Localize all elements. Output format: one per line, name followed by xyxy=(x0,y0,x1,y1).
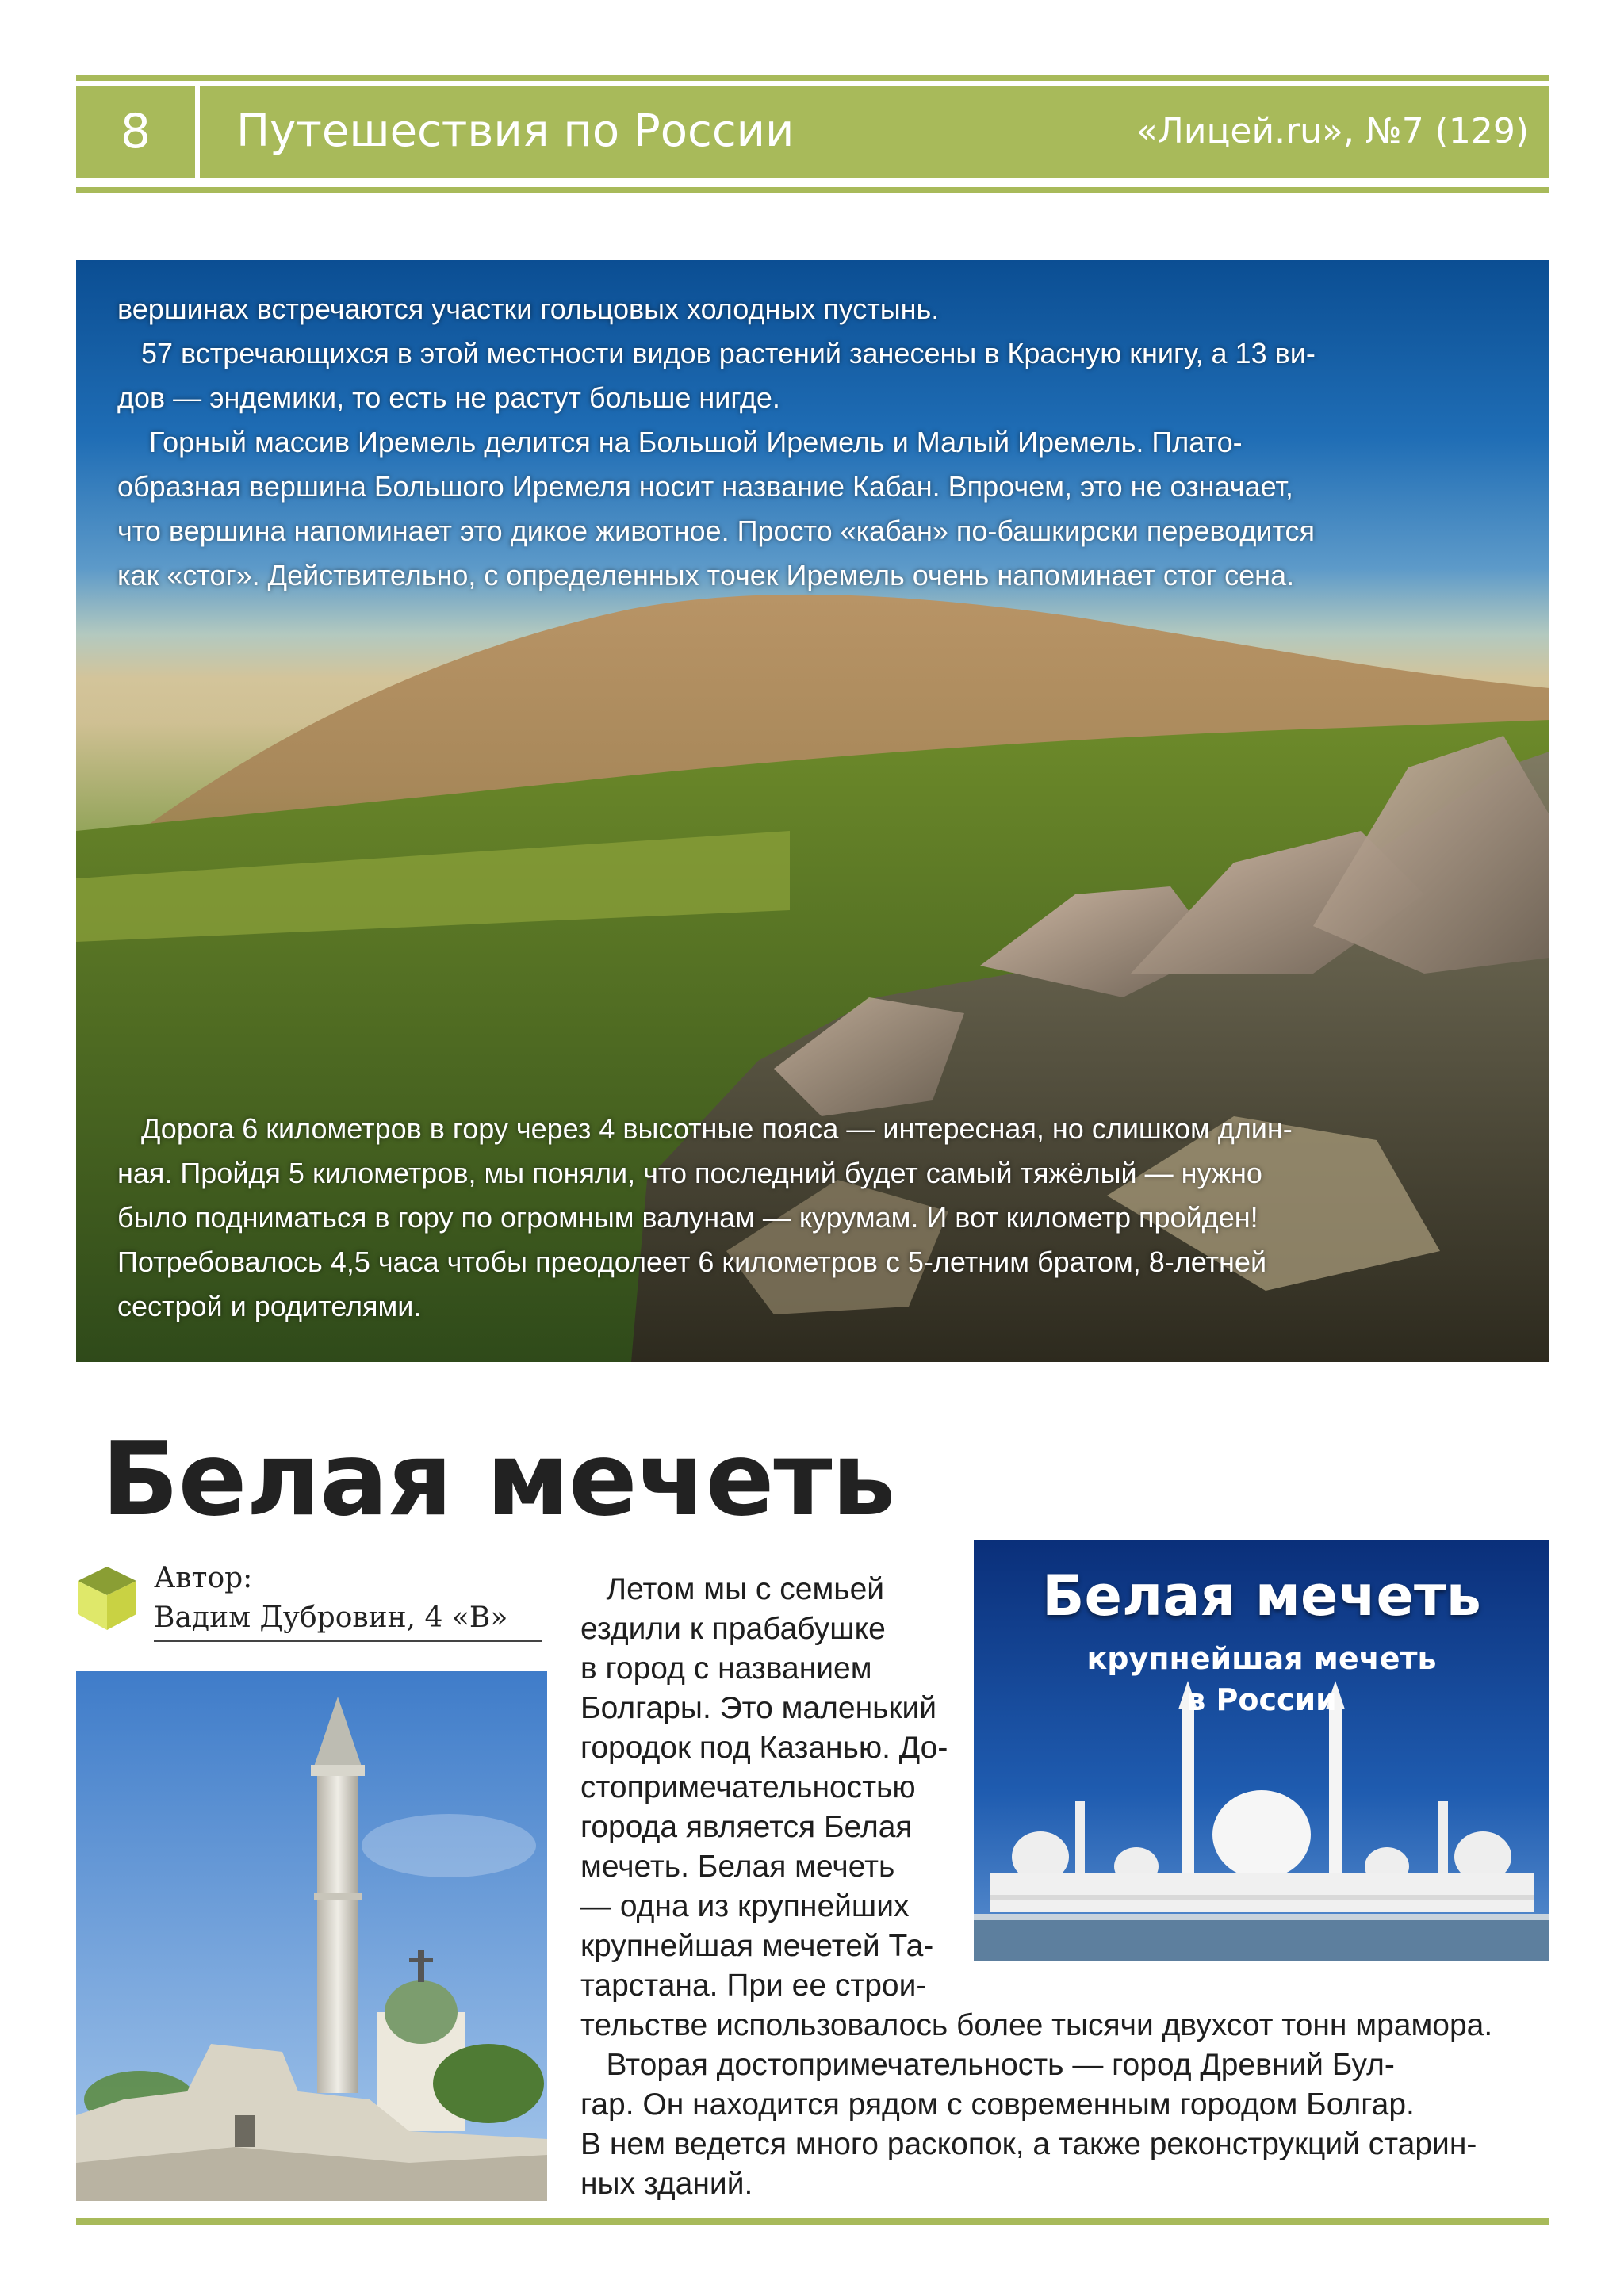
iremel-mountain-photo xyxy=(76,260,1549,1362)
landscape-bottom-paragraph: Дорога 6 километров в гору через 4 высотные пояса — интересная, но слишком длин- ная. Пройдя 5 километров, мы поняли, что последний будет самый тяжёлый — нужно было подниматься в гору по огромным валунам — курумам. И вот километр пройден! Потребовалось 4,5 часа чтобы преодолеет 6 километров с 5-летним братом, 8-летней сестрой и родителями. xyxy=(117,1112,1293,1322)
landscape-top-paragraph: вершинах встречаются участки гольцовых холодных пустынь. 57 встречающихся в этой местности видов растений занесены в Красную книгу, а 13 ви- дов — эндемики, то есть не растут больше нигде. Горный массив Иремель делится на Большой Иремель и Малый Иремель. Плато- образная вершина Большого Иремеля носит название Кабан. Впрочем, это не означает, что вершина напоминает это дикое животное. Просто «кабан» по-башкирски переводится как «стог». Действительно, с определенных точек Иремель очень напоминает стог сена. xyxy=(117,293,1316,591)
minaret-illustration xyxy=(76,1671,547,2201)
white-mosque-poster xyxy=(974,1540,1549,1961)
top-rule xyxy=(76,75,1549,81)
author-label: Автор: xyxy=(154,1562,253,1594)
section-title: Путешествия по России xyxy=(236,105,795,157)
footer-rule xyxy=(76,2218,1549,2225)
article-title: Белая мечеть xyxy=(102,1421,895,1539)
header-bottom-rule xyxy=(76,187,1549,193)
poster-title: Белая мечеть xyxy=(1042,1563,1481,1628)
author-name: Вадим Дубровин, 4 «В» xyxy=(154,1601,508,1634)
article-column-text: Летом мы с семьей ездили к прабабушке в город с названием Болгары. Это маленький городок под Казанью. До- стопримечательностью города является Белая мечеть. Белая мечеть — одна из крупнейших крупнейшая мечетей Та- тарстана. При ее строи- xyxy=(580,1572,948,2003)
issue-label: «Лицей.ru», №7 (129) xyxy=(1136,111,1529,151)
bolgar-minaret-photo xyxy=(76,1671,547,2201)
cube-icon xyxy=(76,1565,138,1632)
page-number: 8 xyxy=(120,104,151,159)
header-divider xyxy=(195,86,200,178)
article-wide-text: тельстве использовалось более тысячи двухсот тонн мрамора. Вторая достопримечательность — город Древний Бул- гар. Он находится рядом с современным городом Болгар. В нем ведется много раскопок, а также реконструкций старин- ных зданий. xyxy=(580,2008,1493,2201)
poster-subtitle-1: крупнейшая мечеть xyxy=(1086,1641,1437,1676)
poster-subtitle-2: в России xyxy=(1186,1682,1337,1717)
author-underline xyxy=(154,1640,542,1642)
